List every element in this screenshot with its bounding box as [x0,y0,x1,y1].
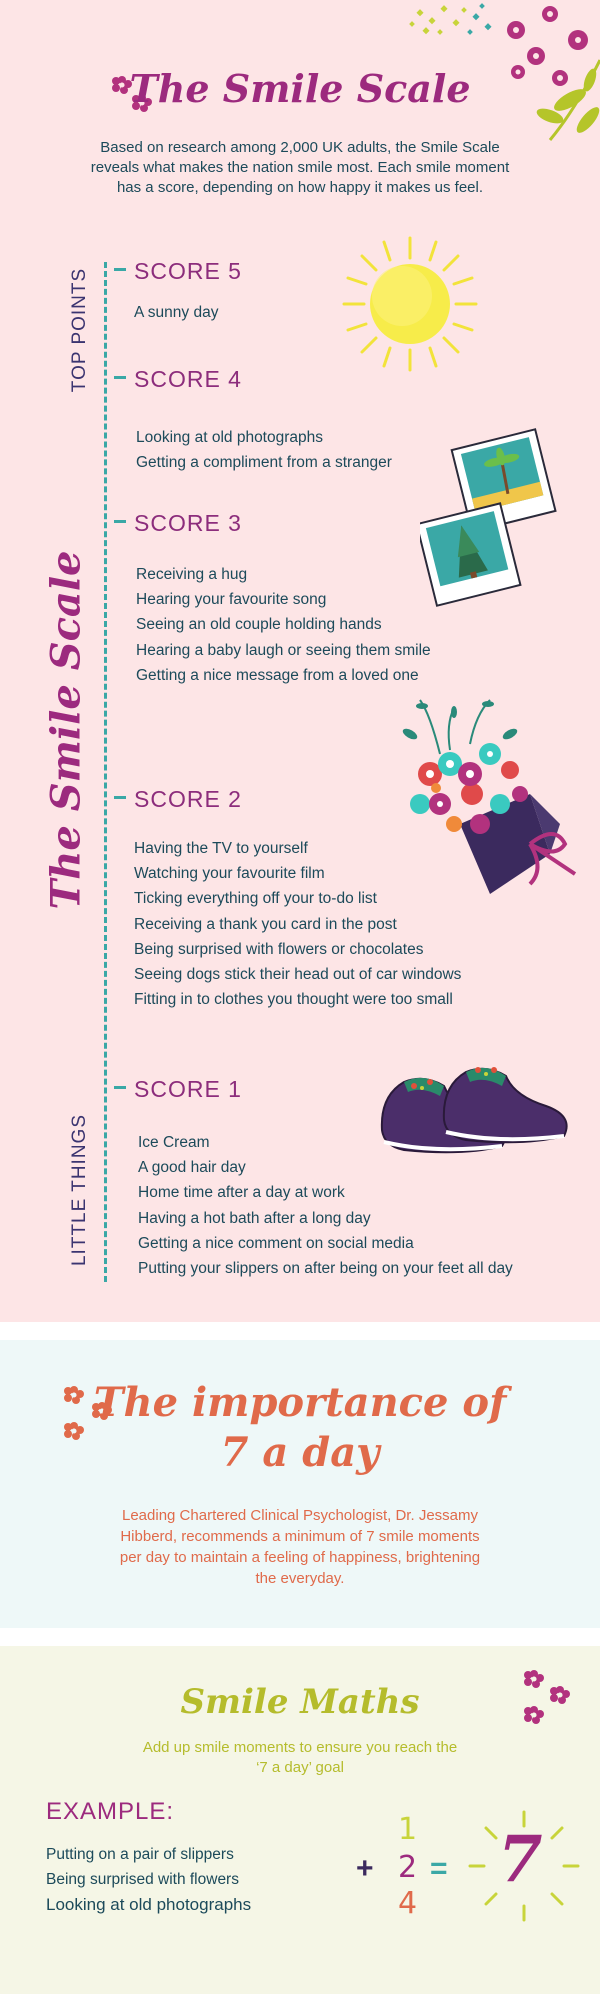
list-item: Being surprised with flowers or chocolates [134,940,424,958]
side-title: The Smile Scale [42,550,90,910]
sun-icon [340,234,480,374]
importance-title [0,1378,600,1478]
importance-title-line-2: 7 a day [220,1429,380,1476]
list-item: Seeing dogs stick their head out of car windows [134,966,462,984]
list-item: Putting your slippers on after being on your feet all day [138,1260,513,1278]
list-item: Looking at old photographs [136,429,324,446]
list-item: Getting a compliment from a stranger [136,454,392,472]
score-1-heading: SCORE 1 [114,1076,242,1103]
list-item: Fitting in to clothes you thought were too small [134,991,453,1009]
score-3-heading: SCORE 3 [114,510,242,537]
score-1-list [138,1130,513,1281]
list-item: Ice Cream [138,1134,210,1151]
example-list [46,1842,251,1918]
importance-section [0,1340,600,1628]
list-item: Home time after a day at work [138,1184,345,1202]
list-item: Receiving a hug [136,566,248,583]
score-3-list [136,562,431,688]
total-seven: 7 [498,1822,543,1897]
score-5-list [134,300,218,325]
list-item: Seeing an old couple holding hands [136,616,382,634]
plus-sign: + [356,1852,374,1885]
list-item: Being surprised with flowers [46,1871,239,1889]
list-item: Having the TV to yourself [134,840,308,857]
example-label: EXAMPLE: [46,1798,175,1825]
list-item: Getting a nice message from a loved one [136,666,419,684]
top-points-label: TOP POINTS [69,267,90,393]
timeline-line [104,262,107,1282]
page-title: The Smile Scale [129,66,471,111]
score-2-list [134,836,461,1012]
number-2: 2 [398,1850,418,1885]
list-item: Getting a nice comment on social media [138,1234,414,1252]
score-5-heading: SCORE 5 [114,258,242,285]
list-item: Receiving a thank you card in the post [134,915,397,933]
photographs-icon [420,428,560,608]
list-item: Ticking everything off your to-do list [134,890,377,908]
importance-text: Leading Chartered Clinical Psychologist, Dr. Jessamy Hibberd, recommends a minimum of 7 smile moments per day to maintain a feeling of happiness, brightening the everyday. [119,1507,481,1587]
number-1: 1 [398,1812,418,1847]
smile-maths-section [0,1646,600,1994]
score-4-list [136,425,392,475]
list-item: Hearing your favourite song [136,591,327,609]
intro-text: Based on research among 2,000 UK adults, the Smile Scale reveals what makes the nation smile most. Each smile moment has a score, depending on how happy it makes us feel. [90,139,510,196]
maths-title: Smile Maths [180,1682,420,1722]
list-item: A sunny day [134,304,219,321]
little-things-label: LITTLE THINGS [69,1113,90,1267]
list-item: A good hair day [138,1159,246,1177]
importance-title-line-1: The importance of [93,1379,507,1426]
list-item: Looking at old photographs [46,1895,252,1915]
equals-sign: = [430,1852,448,1885]
list-item: Putting on a pair of slippers [46,1846,234,1863]
list-item: Hearing a baby laugh or seeing them smile [136,641,431,659]
number-4: 4 [398,1886,418,1921]
score-4-heading: SCORE 4 [114,366,242,393]
maths-subtitle: Add up smile moments to ensure you reach the ‘7 a day’ goal [142,1739,458,1776]
score-2-heading: SCORE 2 [114,786,242,813]
list-item: Having a hot bath after a long day [138,1209,371,1227]
list-item: Watching your favourite film [134,865,325,883]
